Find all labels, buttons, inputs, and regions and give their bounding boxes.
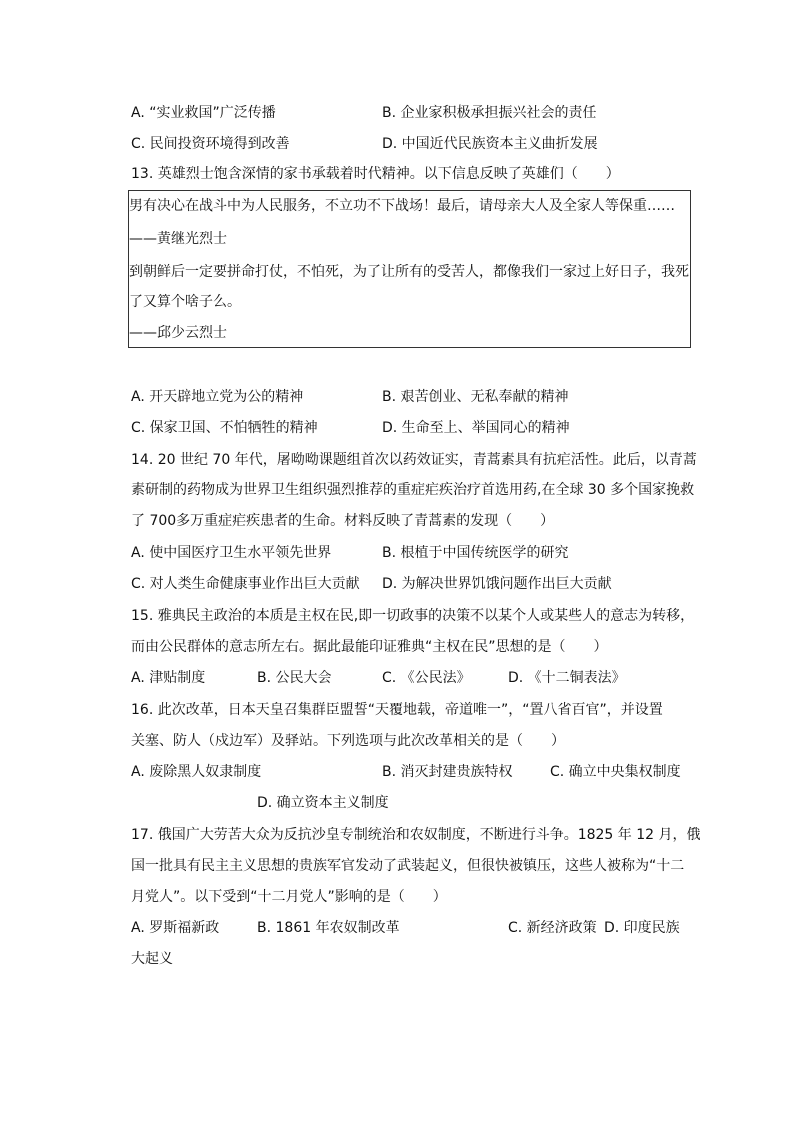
q14-option-a: A. 使中国医疗卫生水平领先世界 [131,545,332,561]
q13-quote-attribution-2: ——邱少云烈士 [129,325,227,341]
q16-option-c: C. 确立中央集权制度 [550,764,681,780]
q12-option-d: D. 中国近代民族资本主义曲折发展 [382,136,598,152]
q13-quote-line-2: 到朝鲜后一定要拼命打仗，不怕死，为了让所有的受苦人，都像我们一家过上好日子，我死 [129,264,689,280]
q17-line-3: 月党人”。以下受到“十二月党人”影响的是（ ） [131,889,447,905]
q13-option-c: C. 保家卫国、不怕牺牲的精神 [131,420,318,436]
q13-stem: 13. 英雄烈士饱含深情的家书承载着时代精神。以下信息反映了英雄们（ ） [131,166,620,182]
q14-line-2: 素研制的药物成为世界卫生组织强烈推荐的重症疟疾治疗首选用药,在全球 30 多个国家挽救 [131,482,695,498]
q13-quote-attribution-1: ——黄继光烈士 [129,231,227,247]
q15-option-a: A. 津贴制度 [131,670,206,686]
q17-option-d-continuation: 大起义 [131,951,173,967]
q15-option-c: C. 《公民法》 [382,670,471,686]
q16-option-b: B. 消灭封建贵族特权 [382,764,513,780]
q13-quote-line-1: 男有决心在战斗中为人民服务，不立功不下战场！最后，请母亲大人及全家人等保重…… [129,198,675,214]
q17-option-c: C. 新经济政策 [508,920,597,936]
q13-option-b: B. 艰苦创业、无私奉献的精神 [382,389,569,405]
q14-line-1: 14. 20 世纪 70 年代，屠呦呦课题组首次以药效证实，青蒿素具有抗疟活性。此后，以青蒿 [131,452,697,468]
q13-quote-box [128,190,691,348]
q12-option-a: A. “实业救国”广泛传播 [131,105,276,121]
q17-option-b: B. 1861 年农奴制改革 [257,920,400,936]
q16-option-a: A. 废除黑人奴隶制度 [131,764,262,780]
q16-option-d: D. 确立资本主义制度 [257,795,389,811]
q13-option-a: A. 开天辟地立党为公的精神 [131,389,304,405]
q16-line-1: 16. 此次改革，日本天皇召集群臣盟誓“天覆地载，帝道唯一”，“置八省百官”，并设置 [131,702,663,718]
q17-option-a: A. 罗斯福新政 [131,920,220,936]
q16-line-2: 关塞、防人（戍边军）及驿站。下列选项与此次改革相关的是（ ） [131,733,565,749]
q17-line-1: 17. 俄国广大劳苦大众为反抗沙皇专制统治和农奴制度，不断进行斗争。1825 年 12 月，俄 [131,827,701,843]
q13-option-d: D. 生命至上、举国同心的精神 [382,420,570,436]
q14-line-3: 了 700多万重症疟疾患者的生命。材料反映了青蒿素的发现（ ） [131,513,555,529]
q15-line-1: 15. 雅典民主政治的本质是主权在民,即一切政事的决策不以某个人或某些人的意志为转移， [131,608,695,624]
q13-quote-line-3: 了又算个啥子么。 [129,294,241,310]
q14-option-c: C. 对人类生命健康事业作出巨大贡献 [131,576,360,592]
q14-option-d: D. 为解决世界饥饿问题作出巨大贡献 [382,576,612,592]
q15-line-2: 而由公民群体的意志所左右。据此最能印证雅典“主权在民”思想的是（ ） [131,639,608,655]
q15-option-b: B. 公民大会 [257,670,332,686]
q17-line-2: 国一批具有民主主义思想的贵族军官发动了武装起义，但很快被镇压，这些人被称为“十二 [131,858,685,874]
q14-option-b: B. 根植于中国传统医学的研究 [382,545,569,561]
q17-option-d: D. 印度民族 [604,920,680,936]
q12-option-b: B. 企业家积极承担振兴社会的责任 [382,105,597,121]
q15-option-d: D. 《十二铜表法》 [508,670,626,686]
q12-option-c: C. 民间投资环境得到改善 [131,136,290,152]
